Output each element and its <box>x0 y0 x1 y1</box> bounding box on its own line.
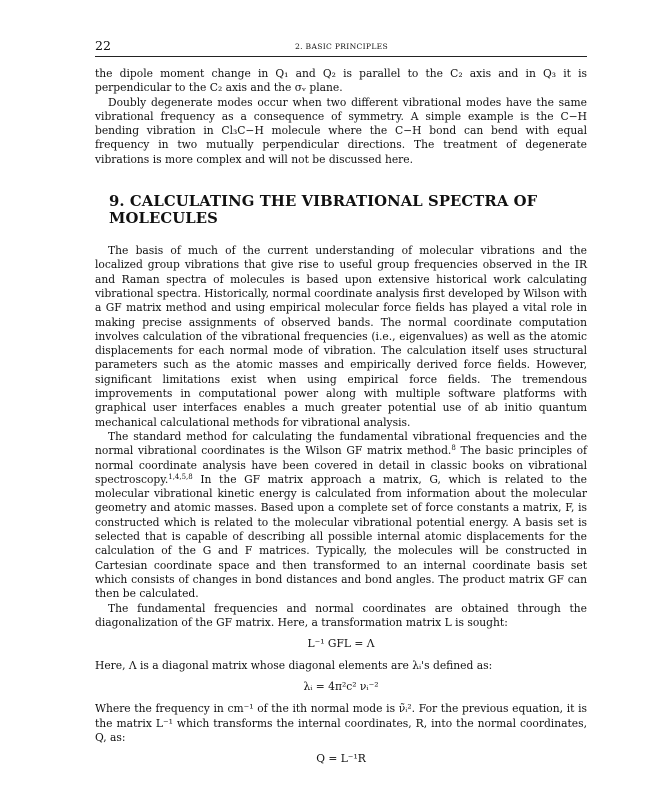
equation-3: Q = L⁻¹R <box>316 752 366 766</box>
section-paragraph-3: The fundamental frequencies and normal coordinates are obtained through the diagonalization of the GF matrix. Here, a transformation matrix L is sought: <box>95 601 587 629</box>
running-head <box>95 38 587 57</box>
paragraph-text: The standard method for calculating the fundamental vibrational frequencies and the normal vibrational coordinates is the Wilson GF matrix method. <box>95 429 587 458</box>
section-paragraph-2 <box>95 430 587 602</box>
section-paragraph-4: Here, Λ is a diagonal matrix whose diagonal elements are λᵢ's defined as: <box>95 659 493 673</box>
paragraph-text: The basic principles of normal coordinate analysis have been covered in detail in classic books on vibrational spectroscopy. <box>95 444 587 486</box>
equation-1: L⁻¹ GFL = Λ <box>307 637 375 651</box>
equation-2: λᵢ = 4π²c² νᵢ⁻² <box>303 680 379 694</box>
intro-paragraph-1: the dipole moment change in Q₁ and Q₂ is parallel to the C₂ axis and in Q₃ it is perpendicular to the C₂ axis and the σᵥ plane. <box>95 67 587 95</box>
section-paragraph-5: Where the frequency in cm⁻¹ of the ith normal mode is ν̃ᵢ². For the previous equation, it is the matrix L⁻¹ which transforms the internal coordinates, R, into the normal coordinates, Q, as: <box>95 702 587 744</box>
intro-paragraph-2: Doubly degenerate modes occur when two different vibrational modes have the same vibrational frequency as a consequence of symmetry. A simple example is the C−H bending vibration in Cl₃C−H molecule where the C−H bond can bend with equal frequency in two mutually perpendicular directions. The treatment of degenerate vibrations is more complex and will not be discussed here. <box>95 95 587 166</box>
chapter-title: 2. BASIC PRINCIPLES <box>295 42 389 51</box>
reference-superscript: 8 <box>451 444 456 453</box>
section-heading: 9. CALCULATING THE VIBRATIONAL SPECTRA OF MOLECULES <box>109 193 538 228</box>
reference-superscript: 1,4,5,8 <box>168 472 193 481</box>
page <box>95 38 587 774</box>
page-number: 22 <box>95 38 111 53</box>
section-paragraph-1: The basis of much of the current understanding of molecular vibrations and the localized group vibrations that give rise to useful group frequencies observed in the IR and Raman spectra of molecules is based upon extensive historical work calculating vibrational spectra. Historically, normal coordinate analysis first developed by Wilson with a GF matrix method and using empirical molecular force fields has played a vital role in making precise assignments of observed bands. The normal coordinate computation involves calculation of the vibrational frequencies (i.e., eigenvalues) as well as the atomic displacements for each normal mode of vibration. The calculation itself uses structural parameters such as the atomic masses and empirically derived force fields. However, significant limitations exist when using empirical force fields. The tremendous improvements in computational power along with multiple software platforms with graphical user interfaces enables a much greater potential use of ab initio quantum mechanical calculational methods for vibrational analysis. <box>95 244 587 429</box>
paragraph-text: In the GF matrix approach a matrix, G, which is related to the molecular vibrational kinetic energy is calculated from information about the molecular geometry and atomic masses. Based upon a complete set of force constants a matrix, F, is constructed which is related to the molecular vibrational potential energy. A basis set is selected that is capable of describing all possible internal atomic displacements for the calculation of the G and F matrices. Typically, the molecules will be constructed in Cartesian coordinate space and then transformed to an internal coordinate basis set which consists of changes in bond distances and bond angles. The product matrix GF can then be calculated. <box>95 472 587 601</box>
